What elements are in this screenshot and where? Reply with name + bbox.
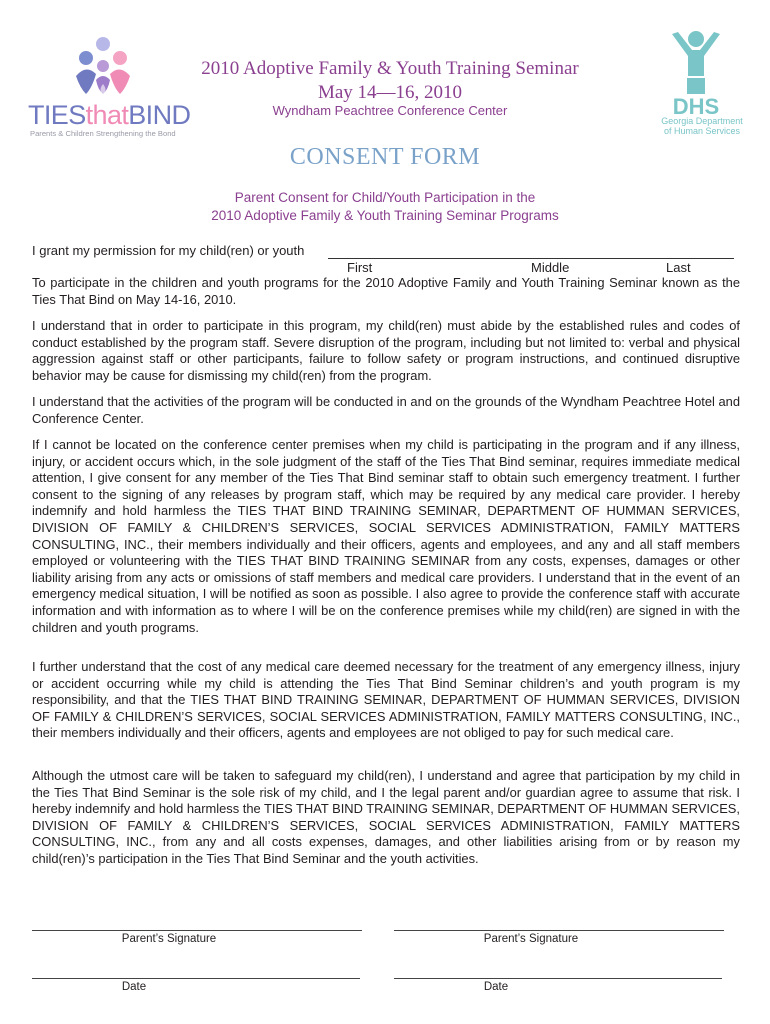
dhs-label [654,116,750,136]
date-label-left: Date [121,981,147,993]
paragraph-participation: To participate in the children and youth programs for the 2010 Adoptive Family and Youth Training Seminar known as the Ties That Bind on May 14-16, 2010. [32,275,740,307]
paragraph-conduct: I understand that in order to participate in this program, my child(ren) must abide by the established rules and codes of conduct established by the program staff. Severe disruption of the program, including but not limited to: verbal and physical aggression against staff or other participants, failure to follow safety or program instructions, and continued disruptive behavior may be cause for dismissing my child(ren) from the program. [32,318,740,383]
signature-label-left: Parent’s Signature [121,933,217,945]
logo-tagline: Parents & Children Strengthening the Bond [30,129,176,138]
paragraph-medical-consent: If I cannot be located on the conference center premises when my child is participating in the program and if any illness, injury, or accident occurs which, in the sole judgment of the staff of the Ties That Bind seminar, requires immediate medical attention, I give consent for any member of the Ties That Bind seminar staff to obtain such emergency treatment. I further consent to the signing of any releases by program staff, which may be required by any medical care provider. I hereby indemnify and hold harmless the TIES THAT BIND TRAINING SEMINAR, DEPARTMENT OF HUMMAN SERVICES, DIVISION OF FAMILY & CHILDREN’S SERVICES, SOCIAL SERVICES ADMINISTRATION, FAMILY MATTERS CONSULTING, INC., their members individually and their officers, agents and employees, and any and all staff members employed or volunteering with the TIES THAT BIND TRAINING SEMINAR from any costs, expenses, damages or other liability arising from any acts or omissions of staff members and medical care providers. I understand that in the event of an emergency medical situation, I will be notified as soon as possible. I also agree to provide the conference staff with accurate information and with information as to where I will be on the conference premises while my child(ren) are signed in with the children and youth programs. [32,437,740,635]
paragraph-medical-cost: I further understand that the cost of any medical care deemed necessary for the treatment of any emergency illness, injury or accident occurring while my child is attending the Ties That Bind Seminar children’s and youth program is my responsibility, and that the TIES THAT BIND TRAINING SEMINAR, DEPARTMENT OF HUMMAN SERVICES, DIVISION OF FAMILY & CHILDREN’S SERVICES, SOCIAL SERVICES ADMINISTRATION, FAMILY MATTERS CONSULTING, INC., their members individually and their officers, agents and employees are not obliged to pay for such medical care. [32,659,740,741]
seminar-title: 2010 Adoptive Family & Youth Training Seminar [201,58,579,79]
seminar-venue: Wyndham Peachtree Conference Center [272,103,508,118]
date-field-right[interactable] [394,978,722,979]
first-name-label: First [347,260,373,275]
grant-statement: I grant my permission for my child(ren) or youth [32,243,305,258]
dhs-label-line-2: of Human Services [663,126,741,136]
dhs-figure-icon [668,30,724,120]
date-label-right: Date [483,981,509,993]
last-name-label: Last [666,260,691,275]
signature-field-right[interactable] [394,930,724,931]
logo-wordmark: TIESthatBIND [28,100,191,130]
paragraph-risk: Although the utmost care will be taken to safeguard my child(ren), I understand and agree that participation by my child in the Ties That Bind Seminar is the sole risk of my child, and I the legal parent and/or guardian agree to assume that risk. I hereby indemnify and hold harmless the TIES THAT BIND TRAINING SEMINAR, DEPARTMENT OF HUMMAN SERVICES, DIVISION OF FAMILY & CHILDREN’S SERVICES, SOCIAL SERVICES ADMINISTRATION, FAMILY MATTERS CONSULTING, INC., from any and all costs expenses, damages, and other liabilities arising from or by reason my child(ren)’s participation in the Ties That Bind Seminar and the youth activities. [32,768,740,866]
family-figures-icon [68,36,138,98]
form-heading: CONSENT FORM [289,144,481,170]
dhs-logo [650,30,750,140]
date-field-left[interactable] [32,978,360,979]
form-subheading-2: 2010 Adoptive Family & Youth Training Seminar Programs [211,208,559,223]
signature-field-left[interactable] [32,930,362,931]
dhs-label-line-1: Georgia Department [661,116,743,126]
signature-label-right: Parent’s Signature [483,933,579,945]
child-name-field[interactable] [328,258,734,259]
form-subheading-1: Parent Consent for Child/Youth Participation in the [234,190,536,205]
seminar-dates: May 14—16, 2010 [317,82,463,103]
middle-name-label: Middle [531,260,570,275]
paragraph-location: I understand that the activities of the program will be conducted in and on the grounds of the Wyndham Peachtree Hotel and Conference Center. [32,394,740,426]
dhs-text: DHS [672,94,720,119]
